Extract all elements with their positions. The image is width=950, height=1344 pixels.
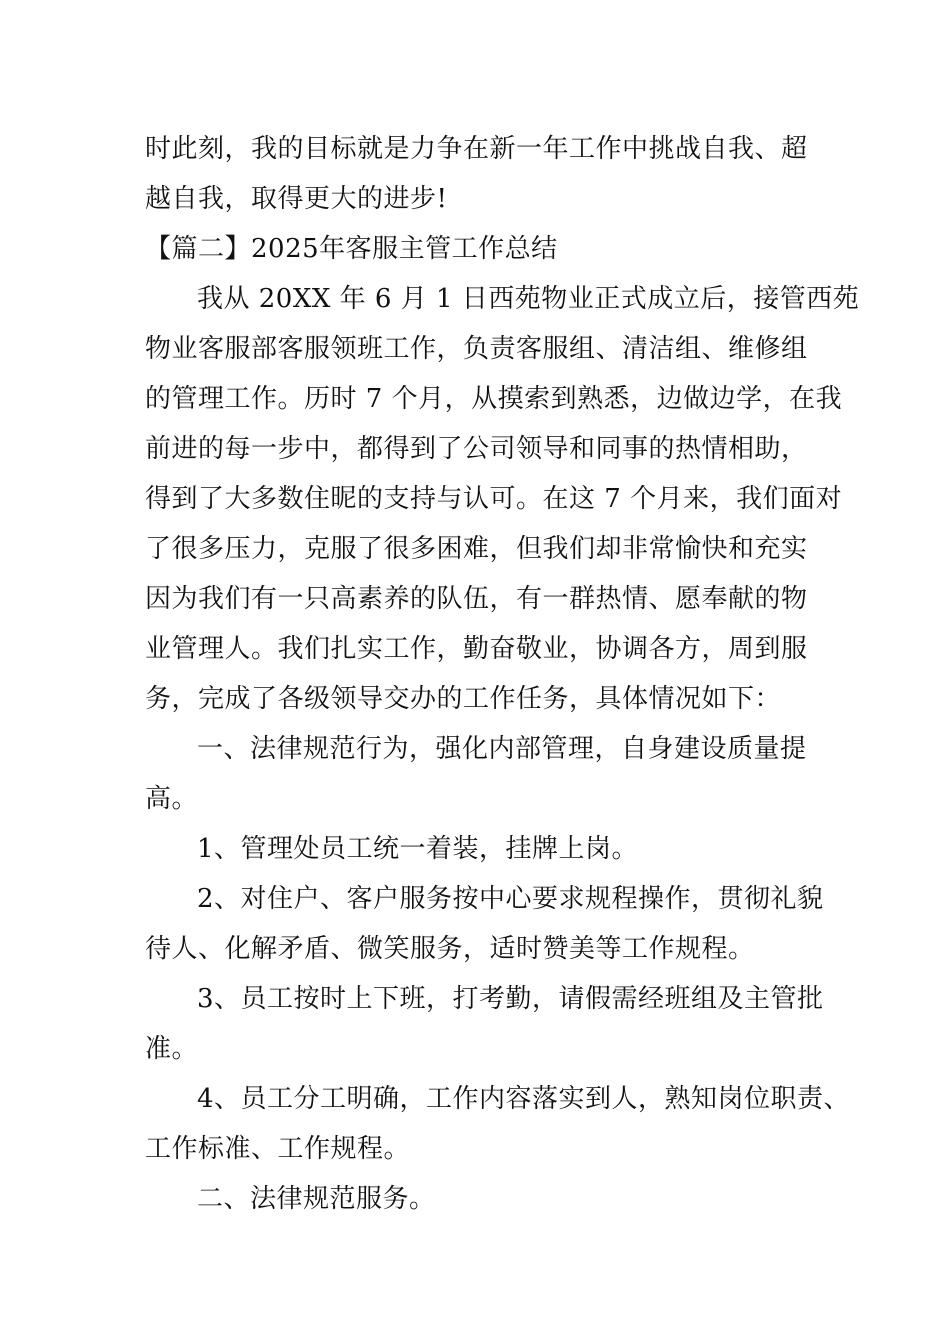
- text-line: 准。: [145, 1034, 199, 1064]
- section-heading: 【篇二】2025年客服主管工作总结: [145, 234, 558, 264]
- text-line: 待人、化解矛盾、微笑服务，适时赞美等工作规程。: [145, 934, 755, 964]
- text-line: 越自我，取得更大的进步!: [145, 184, 448, 214]
- text-line: 因为我们有一只高素养的队伍，有一群热情、愿奉献的物: [145, 584, 808, 614]
- text-line: 前进的每一步中，都得到了公司领导和同事的热情相助，: [145, 434, 808, 464]
- text-line: 的管理工作。历时 7 个月，从摸索到熟悉，边做边学，在我: [145, 384, 843, 414]
- text-line: 我从 20XX 年 6 月 1 日西苑物业正式成立后，接管西苑: [197, 284, 860, 314]
- text-line: 工作标准、工作规程。: [145, 1134, 411, 1164]
- list-item: 2、对住户、客户服务按中心要求规程操作，贯彻礼貌: [197, 884, 824, 914]
- text-line: 得到了大多数住昵的支持与认可。在这 7 个月来，我们面对: [145, 484, 843, 514]
- list-item: 4、员工分工明确，工作内容落实到人，熟知岗位职责、: [197, 1084, 851, 1114]
- list-item: 3、员工按时上下班，打考勤，请假需经班组及主管批: [197, 984, 824, 1014]
- section-heading: 二、法律规范服务。: [197, 1184, 436, 1214]
- text-line: 了很多压力，克服了很多困难，但我们却非常愉快和充实: [145, 534, 808, 564]
- text-line: 务，完成了各级领导交办的工作任务，具体情况如下：: [145, 684, 782, 714]
- text-line: 时此刻，我的目标就是力争在新一年工作中挑战自我、超: [145, 134, 808, 164]
- text-line: 高。: [145, 784, 199, 814]
- text-line: 一、法律规范行为，强化内部管理，自身建设质量提: [197, 734, 807, 764]
- list-item: 1、管理处员工统一着装，挂牌上岗。: [197, 834, 639, 864]
- text-line: 物业客服部客服领班工作，负责客服组、清洁组、维修组: [145, 334, 808, 364]
- text-line: 业管理人。我们扎实工作，勤奋敬业，协调各方，周到服: [145, 634, 808, 664]
